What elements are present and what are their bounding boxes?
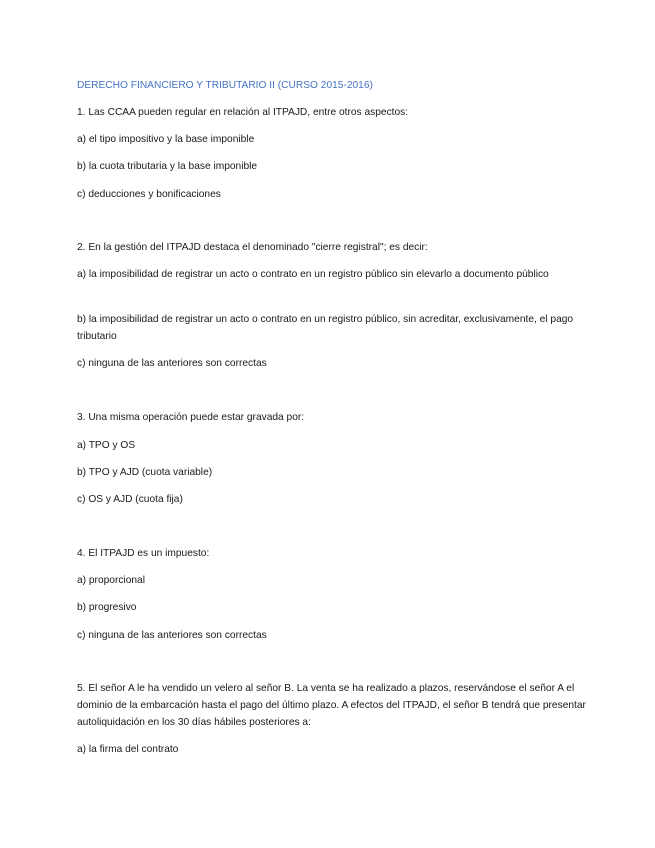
question-2-option-c: c) ninguna de las anteriores son correctas (77, 358, 267, 369)
question-2-option-b: b) la imposibilidad de registrar un acto o contrato en un registro público, sin acreditar, exclusivamente, el pago tributario (77, 314, 574, 342)
question-2-stem: 2. En la gestión del ITPAJD destaca el denominado "cierre registral"; es decir: (77, 242, 428, 253)
question-5-option-a: a) la firma del contrato (77, 744, 179, 755)
question-4-option-a: a) proporcional (77, 575, 145, 586)
question-1-option-b: b) la cuota tributaria y la base imponible (77, 161, 258, 172)
question-2-option-a: a) la imposibilidad de registrar un acto o contrato en un registro público sin elevarlo a documento público (77, 269, 549, 280)
question-3-option-a: a) TPO y OS (77, 440, 136, 451)
question-3-stem: 3. Una misma operación puede estar gravada por: (77, 412, 305, 423)
question-1-stem: 1. Las CCAA pueden regular en relación al ITPAJD, entre otros aspectos: (77, 107, 409, 118)
question-4-option-b: b) progresivo (77, 602, 137, 613)
question-5-stem: 5. El señor A le ha vendido un velero al señor B. La venta se ha realizado a plazos, reservándose el señor A el dominio de la embarcación hasta el pago del último plazo. A efectos del ITPAJD, el señor B tendrá que presentar autoliquidación en los 30 días hábiles posteriores a: (77, 683, 586, 728)
question-3-option-b: b) TPO y AJD (cuota variable) (77, 467, 213, 478)
question-1-option-a: a) el tipo impositivo y la base imponible (77, 134, 255, 145)
question-3-option-c: c) OS y AJD (cuota fija) (77, 494, 183, 505)
question-1-option-c: c) deducciones y bonificaciones (77, 189, 221, 200)
question-4-option-c: c) ninguna de las anteriores son correctas (77, 630, 267, 641)
document-title: DERECHO FINANCIERO Y TRIBUTARIO II (CURSO 2015-2016) (77, 80, 373, 91)
question-4-stem: 4. El ITPAJD es un impuesto: (77, 548, 210, 559)
